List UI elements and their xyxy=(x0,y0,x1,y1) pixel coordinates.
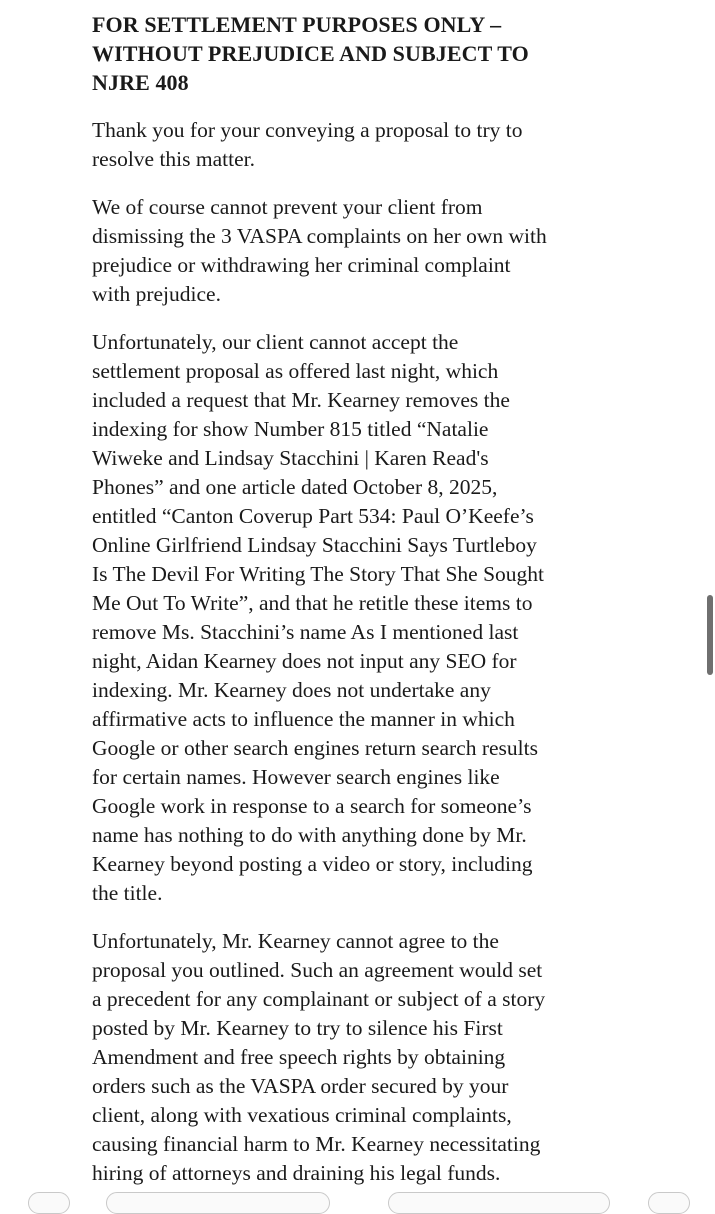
heading-line: NJRE 408 xyxy=(92,70,189,95)
text-line: resolve this matter. xyxy=(92,147,256,171)
text-line: Google work in response to a search for someone’s xyxy=(92,794,532,818)
paragraph-thanks xyxy=(92,116,632,174)
text-line: the title. xyxy=(92,881,163,905)
text-line: indexing. Mr. Kearney does not undertake any xyxy=(92,678,491,702)
text-line: client, along with vexatious criminal complaints, xyxy=(92,1103,512,1127)
text-line: causing financial harm to Mr. Kearney necessitating xyxy=(92,1132,541,1156)
heading-line: WITHOUT PREJUDICE AND SUBJECT TO xyxy=(92,41,529,66)
document-body xyxy=(92,10,632,1207)
text-line: night, Aidan Kearney does not input any SEO for xyxy=(92,649,517,673)
paragraph-refusal xyxy=(92,927,632,1188)
heading-line: FOR SETTLEMENT PURPOSES ONLY – xyxy=(92,12,502,37)
text-line: Is The Devil For Writing The Story That She Sought xyxy=(92,562,545,586)
text-line: included a request that Mr. Kearney removes the xyxy=(92,388,510,412)
text-line: prejudice or withdrawing her criminal complaint xyxy=(92,253,511,277)
text-line: affirmative acts to influence the manner in which xyxy=(92,707,515,731)
text-line: Unfortunately, Mr. Kearney cannot agree to the xyxy=(92,929,499,953)
text-line: a precedent for any complainant or subject of a story xyxy=(92,987,546,1011)
vertical-scrollbar[interactable] xyxy=(707,595,713,675)
paragraph-indexing-request xyxy=(92,328,632,908)
toolbar-button[interactable] xyxy=(28,1192,70,1214)
text-line: Amendment and free speech rights by obtaining xyxy=(92,1045,506,1069)
confidentiality-heading xyxy=(92,10,632,97)
toolbar-button[interactable] xyxy=(388,1192,610,1214)
text-line: hiring of attorneys and draining his legal funds. xyxy=(92,1161,501,1185)
text-line: Google or other search engines return search results xyxy=(92,736,538,760)
text-line: Thank you for your conveying a proposal to try to xyxy=(92,118,523,142)
bottom-toolbar xyxy=(0,1188,715,1200)
text-line: posted by Mr. Kearney to try to silence his First xyxy=(92,1016,503,1040)
text-line: name has nothing to do with anything done by Mr. xyxy=(92,823,527,847)
text-line: Phones” and one article dated October 8, 2025, xyxy=(92,475,498,499)
text-line: Me Out To Write”, and that he retitle these items to xyxy=(92,591,533,615)
toolbar-button[interactable] xyxy=(106,1192,330,1214)
text-line: Unfortunately, our client cannot accept the xyxy=(92,330,459,354)
text-line: Wiweke and Lindsay Stacchini | Karen Read's xyxy=(92,446,489,470)
text-line: We of course cannot prevent your client from xyxy=(92,195,483,219)
text-line: for certain names. However search engines like xyxy=(92,765,500,789)
text-line: proposal you outlined. Such an agreement would set xyxy=(92,958,543,982)
text-line: Online Girlfriend Lindsay Stacchini Says Turtleboy xyxy=(92,533,537,557)
text-line: orders such as the VASPA order secured by your xyxy=(92,1074,509,1098)
toolbar-button[interactable] xyxy=(648,1192,690,1214)
text-line: indexing for show Number 815 titled “Natalie xyxy=(92,417,489,441)
text-line: with prejudice. xyxy=(92,282,221,306)
text-line: dismissing the 3 VASPA complaints on her own with xyxy=(92,224,547,248)
paragraph-dismissal xyxy=(92,193,632,309)
text-line: settlement proposal as offered last night, which xyxy=(92,359,499,383)
text-line: remove Ms. Stacchini’s name As I mentioned last xyxy=(92,620,519,644)
text-line: entitled “Canton Coverup Part 534: Paul O’Keefe’s xyxy=(92,504,534,528)
text-line: Kearney beyond posting a video or story, including xyxy=(92,852,533,876)
